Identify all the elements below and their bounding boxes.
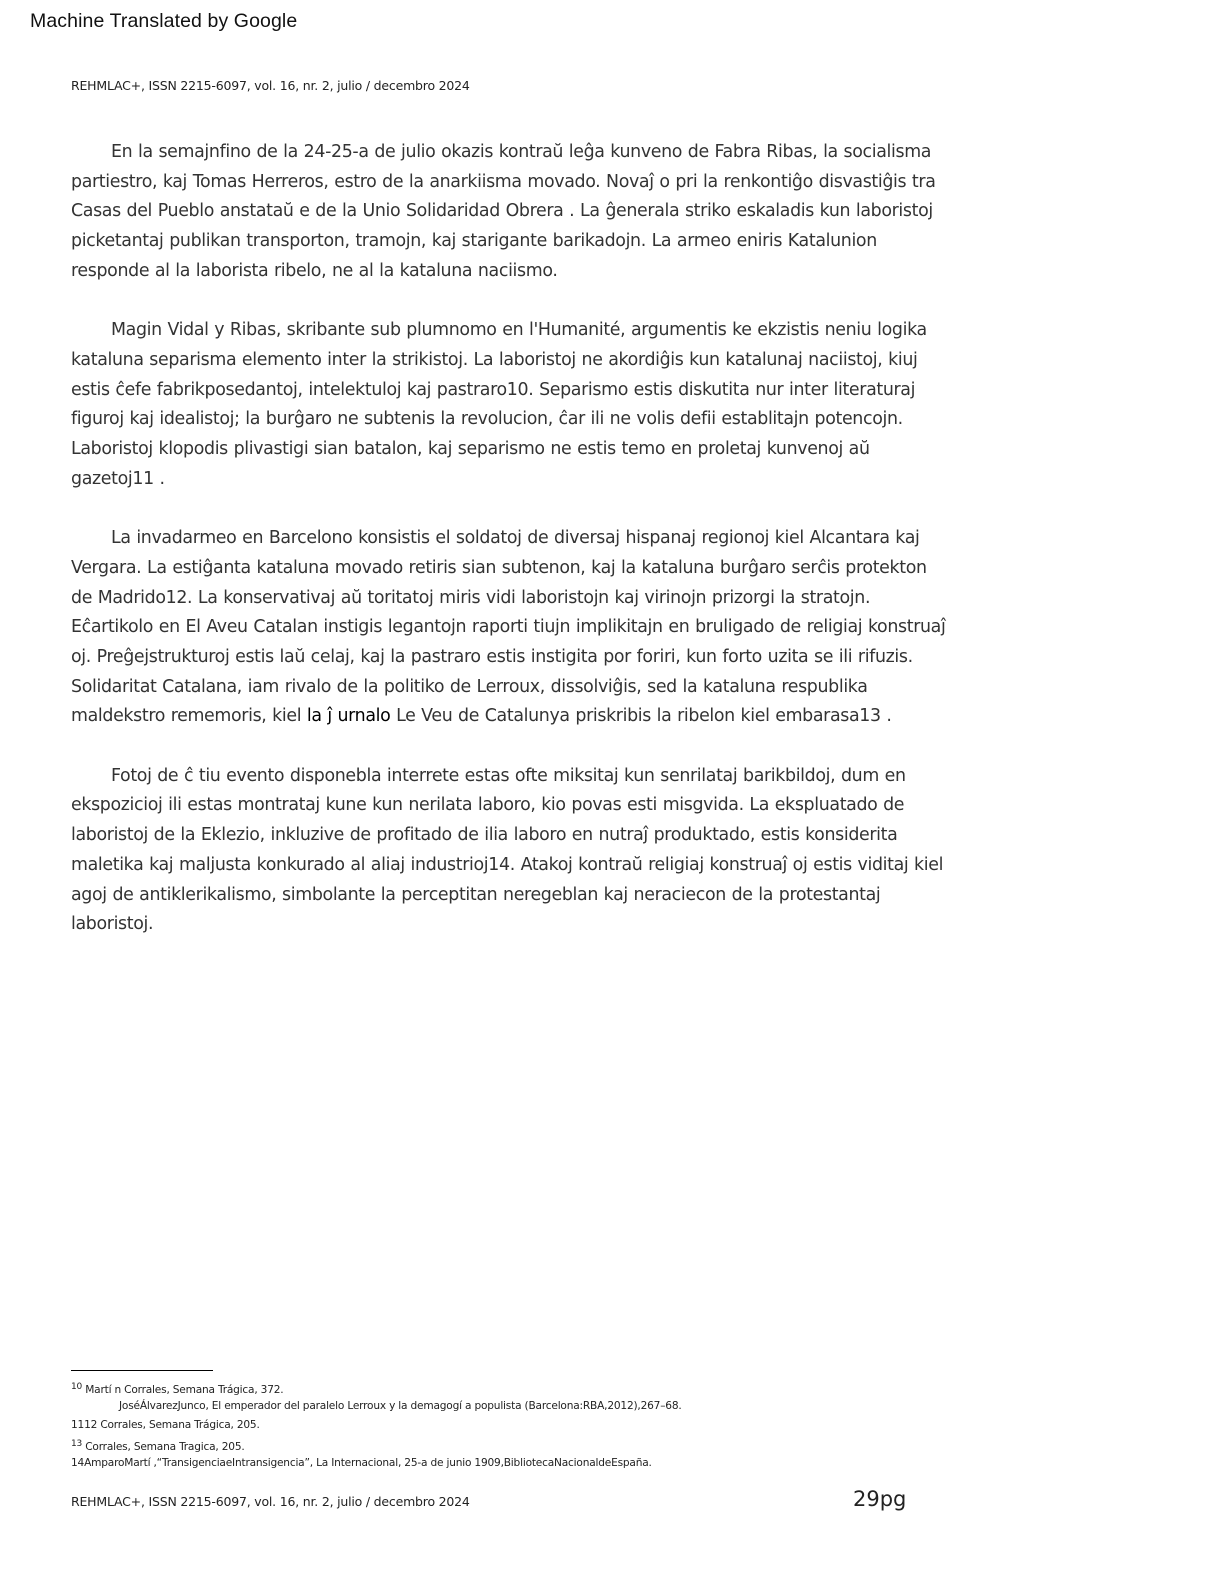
footnote-alvarez [71,1397,971,1416]
footnote-text: JoséÁlvarezJunco, El emperador del paralelo Lerroux y la demagogí a populista (Barcelona:RBA,2012),267–68. [119,1400,682,1412]
paragraph-invading-army [71,524,951,732]
footnote-14 [71,1454,971,1473]
footnote-10 [71,1378,971,1397]
paragraph-general-strike: En la semajnfino de la 24-25-a de julio okazis kontraŭ leĝa kunveno de Fabra Ribas, la socialisma partiestro, kaj Tomas Herreros, estro de la anarkiisma movado. Novaĵ o pri la renkontiĝo disvastiĝis tra Casas del Pueblo anstataŭ e de la Unio Solidaridad Obrera . La ĝenerala striko eskaladis kun laboristoj picketantaj publikan transporton, tramojn, kaj starigante barikadojn. La armeo eniris Katalunion responde al la laborista ribelo, ne al la kataluna naciismo. [71,142,936,281]
footnote-11-12 [71,1416,971,1435]
paragraph-text-start: La invadarmeo en Barcelono konsistis el soldatoj de diversaj hispanaj regionoj kiel Alcantara kaj Vergara. La estiĝanta kataluna movado retiris sian subtenon, kaj la kataluna burĝaro serĉis protekton de Madrido12. La konservativaj aŭ toritatoj miris vidi laboristojn kaj virinojn prizorgi la stratojn. Eĉartikolo en El Aveu Catalan instigis legantojn raporti tiujn implikitajn en bruligado de religiaj konstruaĵ oj. Preĝejstrukturoj estis laŭ celaj, kaj la pastraro estis instigita por foriri, kun forto uzita se ili rifuzis. Solidaritat Catalana, iam rivalo de la politiko de Lerroux, dissolviĝis, sed la kataluna respublika maldekstro rememoris, kiel [71,528,946,727]
footnote-separator [71,1370,213,1371]
footnote-mark: 13 [71,1439,83,1449]
footnote-text: Corrales, Semana Tragica, 205. [82,1441,245,1453]
footnote-text: 14AmparoMartí ,“TransigenciaeIntransigencia”, La Internacional, 25-a de junio 1909,BibliotecaNacionaldeEspaña. [71,1457,652,1469]
footnote-mark: 10 [71,1382,83,1392]
running-header: REHMLAC+, ISSN 2215-6097, vol. 16, nr. 2, julio / decembro 2024 [71,78,470,93]
highlighted-phrase: la ĵ urnalo [306,706,391,727]
paragraph-text-end: Le Veu de Catalunya priskribis la ribelon kiel embarasa13 . [390,706,892,727]
paragraph-separatism: Magin Vidal y Ribas, skribante sub plumnomo en l'Humanité, argumentis ke ekzistis neniu logika kataluna separisma elemento inter la strikistoj. La laboristoj ne akordiĝis kun katalunaj naciistoj, kiuj estis ĉefe fabrikposedantoj, intelektuloj kaj pastraro10. Separismo estis diskutita nur inter literaturaj figuroj kaj idealistoj; la burĝaro ne subtenis la revolucion, ĉar ili ne volis defii establitajn potencojn. Laboristoj klopodis plivastigi sian batalon, kaj separismo ne estis temo en proletaj kunvenoj aŭ gazetoj11 . [71,320,927,489]
paragraph-photos: Fotoj de ĉ tiu evento disponebla interrete estas ofte miksitaj kun senrilataj barikbildoj, dum en ekspozicioj ili estas montrataj kune kun nerilata laboro, kio povas esti misgvida. La ekspluatado de laboristoj de la Eklezio, inkluzive de profitado de ilia laboro en nutraĵ produktado, estis konsiderita maletika kaj maljusta konkurado al aliaj industrioj14. Atakoj kontraŭ religiaj konstruaĵ oj estis viditaj kiel agoj de antiklerikalismo, simbolante la perceptitan neregeblan kaj neraciecon de la protestantaj laboristoj. [71,765,944,935]
footnote-text: Martí n Corrales, Semana Trágica, 372. [82,1384,284,1396]
machine-translation-banner: Machine Translated by Google [30,10,298,32]
footnote-text: 1112 Corrales, Semana Trágica, 205. [71,1419,260,1431]
article-body [71,138,951,970]
footnotes [71,1378,971,1473]
footnote-13 [71,1435,971,1454]
page-number: 29pg [853,1487,907,1511]
running-footer: REHMLAC+, ISSN 2215-6097, vol. 16, nr. 2, julio / decembro 2024 [71,1494,470,1509]
